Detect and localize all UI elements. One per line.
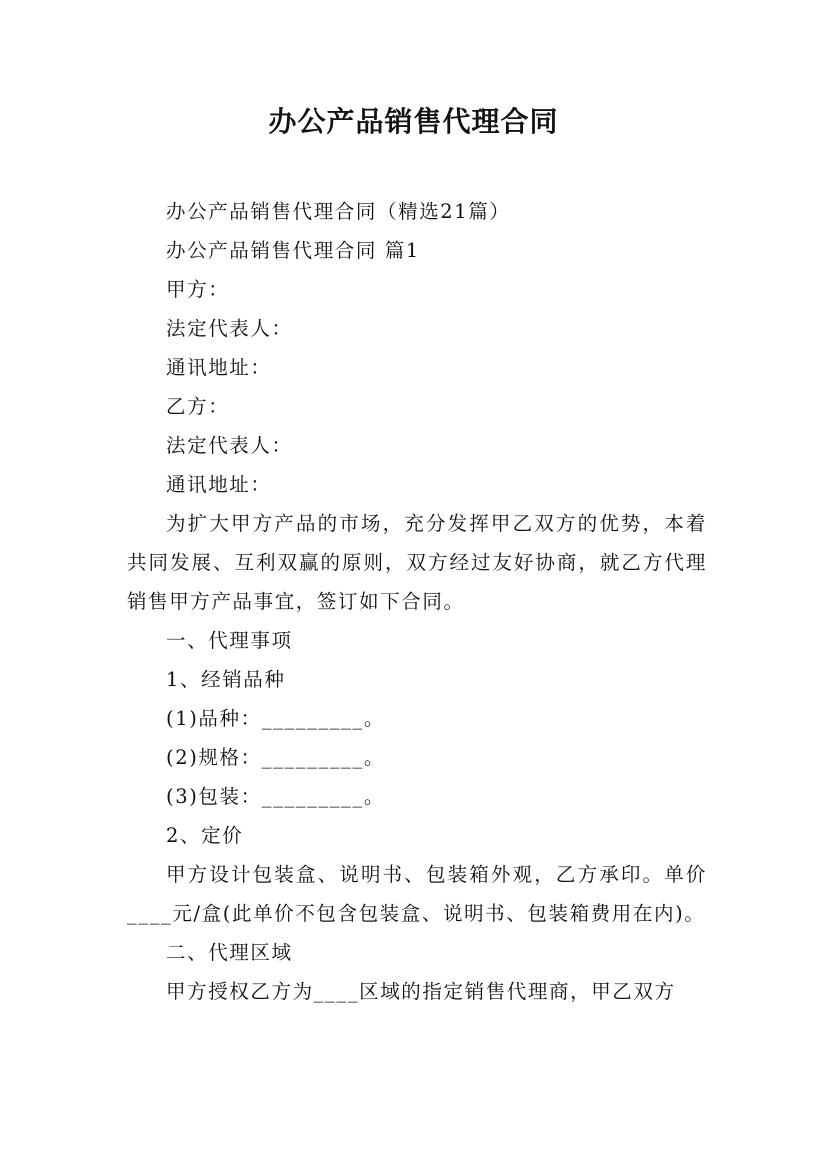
party-a-label: 甲方： bbox=[166, 278, 230, 301]
item-packaging: (3)包装：_________。 bbox=[166, 785, 385, 808]
party-b-label: 乙方： bbox=[166, 395, 230, 418]
pricing-paragraph: 甲方设计包装盒、说明书、包装箱外观，乙方承印。单价____元/盒(此单价不包含包装盒、说明书、包装箱费用在内)。 bbox=[127, 863, 707, 925]
item-variety: (1)品种：_________。 bbox=[166, 707, 385, 730]
subclause-heading-2: 2、定价 bbox=[166, 824, 244, 847]
party-b-address-label: 通讯地址： bbox=[166, 473, 272, 496]
item-specification: (2)规格：_________。 bbox=[166, 746, 385, 769]
party-b-representative-label: 法定代表人： bbox=[166, 434, 293, 457]
subclause-heading-1: 1、经销品种 bbox=[166, 668, 286, 691]
document-body bbox=[127, 192, 707, 1011]
preamble-paragraph: 为扩大甲方产品的市场，充分发挥甲乙双方的优势，本着共同发展、互利双赢的原则，双方经过友好协商，就乙方代理销售甲方产品事宜，签订如下合同。 bbox=[127, 512, 707, 613]
party-a-representative-label: 法定代表人： bbox=[166, 317, 293, 340]
document-title: 办公产品销售代理合同 bbox=[268, 105, 559, 138]
party-a-address-label: 通讯地址： bbox=[166, 356, 272, 379]
subtitle-line: 办公产品销售代理合同（精选21篇） bbox=[166, 200, 511, 223]
clause-heading-1: 一、代理事项 bbox=[166, 629, 293, 652]
clause-heading-2: 二、代理区域 bbox=[166, 941, 293, 964]
section-heading: 办公产品销售代理合同 篇1 bbox=[166, 239, 420, 262]
region-paragraph: 甲方授权乙方为____区域的指定销售代理商，甲乙双方 bbox=[166, 980, 676, 1003]
